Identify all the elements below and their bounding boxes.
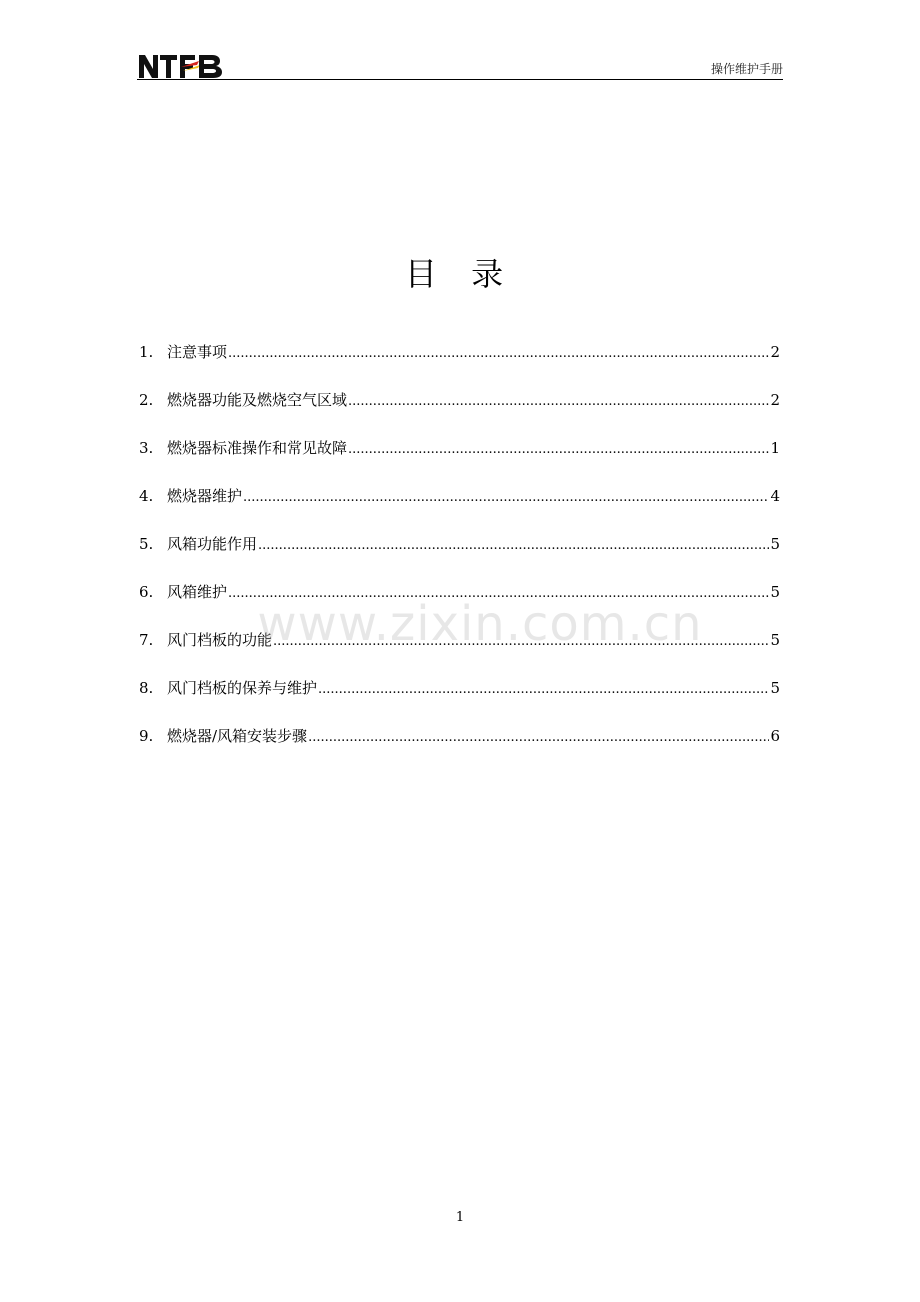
toc-entry-text: 风箱维护 — [167, 583, 228, 601]
toc-entry-text: 风箱功能作用 — [167, 535, 258, 553]
toc-entry[interactable] — [139, 675, 780, 723]
toc-dot-leader — [348, 437, 769, 463]
toc-entry-number: 1. — [139, 343, 154, 361]
page-header — [137, 52, 783, 80]
watermark: www.zixin.com.cn — [257, 596, 703, 652]
toc-entry[interactable] — [139, 531, 780, 579]
toc-heading: 目 录 — [404, 255, 516, 293]
toc-entry-page: 5 — [770, 535, 780, 553]
table-of-contents — [139, 339, 780, 771]
toc-entry-text: 燃烧器功能及燃烧空气区域 — [167, 391, 348, 409]
toc-dot-leader — [318, 677, 769, 703]
toc-entry-page: 4 — [770, 487, 780, 505]
toc-entry-page: 2 — [770, 343, 780, 361]
document-title: 操作维护手册 — [710, 62, 783, 76]
toc-entry-page: 5 — [770, 583, 780, 601]
toc-entry[interactable] — [139, 627, 780, 675]
toc-entry-page: 1 — [770, 439, 780, 457]
toc-entry-page: 6 — [770, 727, 780, 745]
toc-entry-number: 5. — [139, 535, 154, 553]
toc-entry[interactable] — [139, 483, 780, 531]
toc-entry-number: 3. — [139, 439, 154, 457]
toc-entry-number: 2. — [139, 391, 154, 409]
toc-entry-text: 注意事项 — [167, 343, 228, 361]
toc-entry-text: 风门档板的保养与维护 — [167, 679, 318, 697]
toc-entry-page: 5 — [770, 631, 780, 649]
toc-entry-text: 燃烧器维护 — [167, 487, 243, 505]
toc-dot-leader — [348, 389, 769, 415]
toc-dot-leader — [228, 581, 769, 607]
toc-dot-leader — [228, 341, 769, 367]
toc-entry-number: 4. — [139, 487, 154, 505]
toc-entry[interactable] — [139, 579, 780, 627]
toc-dot-leader — [308, 725, 769, 751]
toc-entry[interactable] — [139, 339, 780, 387]
page-number: 1 — [455, 1210, 465, 1225]
toc-dot-leader — [258, 533, 769, 559]
toc-entry-text: 风门档板的功能 — [167, 631, 273, 649]
toc-dot-leader — [243, 485, 769, 511]
toc-entry-number: 7. — [139, 631, 154, 649]
ntfb-logo — [137, 52, 227, 80]
header-rule — [137, 79, 783, 80]
toc-dot-leader — [273, 629, 769, 655]
toc-entry-page: 5 — [770, 679, 780, 697]
toc-entry-text: 燃烧器/风箱安装步骤 — [167, 727, 308, 745]
toc-entry-number: 6. — [139, 583, 154, 601]
toc-entry-number: 9. — [139, 727, 154, 745]
toc-entry-number: 8. — [139, 679, 154, 697]
toc-entry-page: 2 — [770, 391, 780, 409]
toc-entry[interactable] — [139, 435, 780, 483]
toc-entry[interactable] — [139, 723, 780, 771]
toc-entry-text: 燃烧器标准操作和常见故障 — [167, 439, 348, 457]
toc-entry[interactable] — [139, 387, 780, 435]
